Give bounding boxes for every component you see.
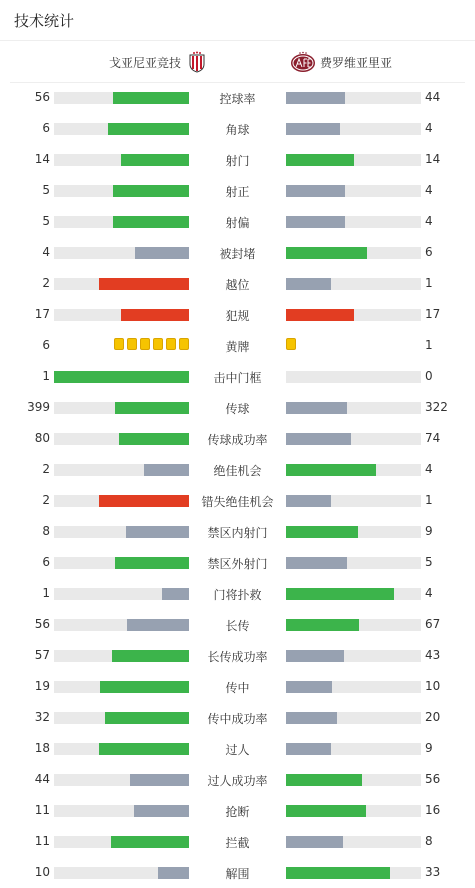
home-stat-value: 6 — [42, 555, 50, 569]
away-stat-bar-fill — [286, 774, 362, 786]
away-stat-bar-fill — [286, 154, 354, 166]
away-stat-bar — [286, 464, 421, 476]
stat-label: 被封堵 — [219, 247, 256, 261]
away-team-crest-icon — [290, 51, 316, 73]
stat-row — [0, 88, 475, 108]
home-stat-bar-fill — [121, 154, 189, 166]
stat-label: 角球 — [225, 123, 250, 137]
home-stat-value: 19 — [34, 679, 50, 693]
stat-row — [0, 243, 475, 263]
away-stat-bar — [286, 836, 421, 848]
stat-label: 过人成功率 — [207, 774, 268, 788]
away-stat-bar — [286, 774, 421, 786]
stat-row — [0, 708, 475, 728]
away-stat-bar-fill — [286, 185, 345, 197]
away-stat-bar-fill — [286, 650, 344, 662]
home-stat-bar-fill — [99, 278, 189, 290]
home-stat-bar — [54, 92, 189, 104]
away-stat-bar — [286, 247, 421, 259]
home-stat-value: 1 — [42, 586, 50, 600]
away-stat-bar — [286, 743, 421, 755]
stat-row — [0, 212, 475, 232]
away-stat-value: 0 — [425, 369, 433, 383]
yellow-card-icon — [114, 338, 124, 350]
home-stat-bar-fill — [108, 123, 189, 135]
stat-label: 控球率 — [219, 92, 256, 106]
stat-label: 越位 — [225, 278, 250, 292]
home-team[interactable] — [109, 51, 207, 73]
home-stat-bar — [54, 712, 189, 724]
away-stat-value: 20 — [425, 710, 441, 724]
home-stat-bar — [54, 557, 189, 569]
away-stat-bar — [286, 681, 421, 693]
stat-label: 射正 — [225, 185, 250, 199]
home-stat-bar — [54, 836, 189, 848]
away-stat-bar — [286, 309, 421, 321]
home-stat-bar-fill — [111, 836, 189, 848]
away-stat-bar — [286, 92, 421, 104]
stat-label: 拦截 — [225, 836, 250, 850]
home-stat-bar — [54, 123, 189, 135]
away-stat-value: 1 — [425, 276, 433, 290]
away-stat-value: 4 — [425, 121, 433, 135]
yellow-card-icon — [179, 338, 189, 350]
away-stat-bar-fill — [286, 247, 367, 259]
away-stat-value: 8 — [425, 834, 433, 848]
home-stat-value: 44 — [34, 772, 50, 786]
away-stat-bar — [286, 371, 421, 383]
home-stat-bar-fill — [113, 92, 189, 104]
stat-row — [0, 398, 475, 418]
away-stat-bar — [286, 712, 421, 724]
stat-row — [0, 739, 475, 759]
home-stat-bar — [54, 309, 189, 321]
away-stat-bar — [286, 185, 421, 197]
home-stat-bar-fill — [135, 247, 189, 259]
home-stat-value: 11 — [34, 803, 50, 817]
away-stat-value: 74 — [425, 431, 441, 445]
home-stat-bar — [54, 743, 189, 755]
away-stat-bar — [286, 216, 421, 228]
home-stat-value: 80 — [34, 431, 50, 445]
home-team-name: 戈亚尼亚竞技 — [108, 55, 181, 70]
stat-label: 传球成功率 — [207, 433, 268, 447]
away-yellow-cards — [286, 338, 296, 350]
away-stat-bar — [286, 805, 421, 817]
stat-row — [0, 460, 475, 480]
home-stat-bar-fill — [105, 712, 189, 724]
home-stat-value: 2 — [42, 276, 50, 290]
away-stat-value: 14 — [425, 152, 441, 166]
stat-label: 门将扑救 — [213, 588, 262, 602]
home-stat-bar-fill — [99, 495, 189, 507]
yellow-card-icon — [127, 338, 137, 350]
away-stat-bar-fill — [286, 619, 359, 631]
stat-row — [0, 119, 475, 139]
home-stat-bar-fill — [113, 216, 189, 228]
home-stat-bar — [54, 433, 189, 445]
home-stat-bar — [54, 681, 189, 693]
home-stat-value: 2 — [42, 493, 50, 507]
teams-header — [10, 41, 465, 83]
away-stat-value: 1 — [425, 493, 433, 507]
away-stat-bar — [286, 557, 421, 569]
home-stat-value: 10 — [34, 865, 50, 879]
home-stat-bar-fill — [130, 774, 189, 786]
away-stat-bar-fill — [286, 743, 331, 755]
stat-row — [0, 646, 475, 666]
home-stat-bar-fill — [115, 402, 189, 414]
home-stat-value: 399 — [27, 400, 50, 414]
stat-row — [0, 801, 475, 821]
away-stat-value: 16 — [425, 803, 441, 817]
home-stat-bar — [54, 588, 189, 600]
away-stat-value: 322 — [425, 400, 448, 414]
away-stat-bar-fill — [286, 433, 351, 445]
stat-label: 长传成功率 — [207, 650, 268, 664]
home-stat-value: 8 — [42, 524, 50, 538]
stat-label: 传中成功率 — [207, 712, 268, 726]
stat-label: 绝佳机会 — [213, 464, 262, 478]
home-stat-value: 6 — [42, 121, 50, 135]
away-stat-bar-fill — [286, 681, 332, 693]
home-stat-bar-fill — [162, 588, 189, 600]
stat-row — [0, 553, 475, 573]
home-stat-bar — [54, 805, 189, 817]
stat-label: 犯规 — [225, 309, 250, 323]
stat-label: 黄牌 — [225, 340, 250, 354]
home-stat-value: 6 — [42, 338, 50, 352]
yellow-card-icon — [153, 338, 163, 350]
home-stat-value: 57 — [34, 648, 50, 662]
away-stat-bar-fill — [286, 712, 337, 724]
away-stat-value: 1 — [425, 338, 433, 352]
home-stat-value: 2 — [42, 462, 50, 476]
page-title: 技术统计 — [14, 12, 75, 30]
away-stat-bar — [286, 154, 421, 166]
away-stat-value: 10 — [425, 679, 441, 693]
away-stat-bar-fill — [286, 123, 340, 135]
home-stat-bar-fill — [100, 681, 189, 693]
away-stat-value: 4 — [425, 462, 433, 476]
home-team-crest-icon — [187, 51, 207, 73]
away-stat-bar-fill — [286, 495, 331, 507]
home-stat-bar-fill — [119, 433, 189, 445]
home-stat-bar-fill — [54, 371, 189, 383]
away-stat-value: 56 — [425, 772, 441, 786]
home-stat-value: 1 — [42, 369, 50, 383]
away-stat-bar-fill — [286, 278, 331, 290]
away-stat-value: 44 — [425, 90, 441, 104]
home-stat-bar — [54, 154, 189, 166]
stat-label: 射偏 — [225, 216, 250, 230]
home-stat-bar — [54, 867, 189, 879]
stat-label: 传球 — [225, 402, 250, 416]
away-stat-value: 33 — [425, 865, 441, 879]
home-stat-bar — [54, 216, 189, 228]
home-stat-bar — [54, 402, 189, 414]
away-stat-bar — [286, 619, 421, 631]
home-stat-bar — [54, 247, 189, 259]
home-stat-bar-fill — [112, 650, 189, 662]
stat-label: 击中门框 — [213, 371, 262, 385]
home-stat-bar-fill — [126, 526, 189, 538]
stat-label: 传中 — [225, 681, 250, 695]
home-stat-value: 5 — [42, 214, 50, 228]
home-stat-bar — [54, 185, 189, 197]
home-stat-bar-fill — [158, 867, 189, 879]
home-stat-value: 18 — [34, 741, 50, 755]
away-stat-value: 4 — [425, 214, 433, 228]
home-stat-bar-fill — [127, 619, 189, 631]
stat-row — [0, 367, 475, 387]
home-stat-bar — [54, 464, 189, 476]
away-stat-value: 17 — [425, 307, 441, 321]
stat-label: 禁区外射门 — [207, 557, 268, 571]
away-stat-value: 6 — [425, 245, 433, 259]
yellow-card-icon — [140, 338, 150, 350]
away-stat-bar-fill — [286, 867, 390, 879]
home-yellow-cards — [114, 338, 189, 350]
home-stat-bar — [54, 774, 189, 786]
stat-label: 射门 — [225, 154, 250, 168]
away-stat-bar-fill — [286, 557, 347, 569]
stat-row — [0, 615, 475, 635]
home-stat-bar-fill — [144, 464, 189, 476]
home-stat-value: 56 — [34, 617, 50, 631]
home-stat-value: 32 — [34, 710, 50, 724]
stat-row — [0, 863, 475, 883]
stat-row — [0, 429, 475, 449]
away-stat-value: 67 — [425, 617, 441, 631]
home-stat-bar-fill — [121, 309, 189, 321]
home-stat-bar — [54, 619, 189, 631]
home-stat-bar-fill — [113, 185, 189, 197]
away-stat-value: 4 — [425, 586, 433, 600]
away-stat-bar-fill — [286, 92, 345, 104]
home-stat-bar — [54, 650, 189, 662]
away-stat-value: 5 — [425, 555, 433, 569]
away-stat-bar — [286, 526, 421, 538]
page-header — [0, 0, 475, 41]
stat-row — [0, 336, 475, 356]
stat-label: 长传 — [225, 619, 250, 633]
home-stat-value: 4 — [42, 245, 50, 259]
away-stat-bar-fill — [286, 464, 376, 476]
away-stat-bar — [286, 495, 421, 507]
home-stat-value: 5 — [42, 183, 50, 197]
away-stat-bar — [286, 650, 421, 662]
stat-row — [0, 305, 475, 325]
away-stat-bar-fill — [286, 836, 343, 848]
yellow-card-icon — [166, 338, 176, 350]
home-stat-bar — [54, 526, 189, 538]
stat-row — [0, 491, 475, 511]
home-stat-bar-fill — [115, 557, 189, 569]
stat-row — [0, 832, 475, 852]
away-team-name: 费罗维亚里亚 — [320, 55, 393, 70]
home-stat-bar-fill — [134, 805, 189, 817]
away-stat-value: 9 — [425, 741, 433, 755]
away-team[interactable] — [290, 51, 392, 73]
away-stat-bar — [286, 278, 421, 290]
home-stat-value: 11 — [34, 834, 50, 848]
away-stat-bar — [286, 123, 421, 135]
home-stat-value: 14 — [34, 152, 50, 166]
stat-row — [0, 677, 475, 697]
stat-label: 禁区内射门 — [207, 526, 268, 540]
home-stat-value: 17 — [34, 307, 50, 321]
stat-label: 错失绝佳机会 — [201, 495, 274, 509]
stat-row — [0, 584, 475, 604]
stat-label: 解围 — [225, 867, 250, 881]
stat-row — [0, 274, 475, 294]
away-stat-bar — [286, 867, 421, 879]
away-stat-bar — [286, 433, 421, 445]
stat-row — [0, 770, 475, 790]
home-stat-bar — [54, 278, 189, 290]
away-stat-bar-fill — [286, 402, 347, 414]
stat-label: 过人 — [225, 743, 250, 757]
away-stat-value: 9 — [425, 524, 433, 538]
home-stat-bar — [54, 495, 189, 507]
stat-label: 抢断 — [225, 805, 250, 819]
home-stat-bar — [54, 371, 189, 383]
away-stat-bar-fill — [286, 216, 345, 228]
away-stat-bar — [286, 402, 421, 414]
away-stat-bar — [286, 588, 421, 600]
away-stat-value: 4 — [425, 183, 433, 197]
home-stat-bar-fill — [99, 743, 189, 755]
stat-row — [0, 181, 475, 201]
away-stat-bar-fill — [286, 526, 358, 538]
stat-row — [0, 150, 475, 170]
away-stat-bar-fill — [286, 309, 354, 321]
stat-row — [0, 522, 475, 542]
home-stat-value: 56 — [34, 90, 50, 104]
away-stat-value: 43 — [425, 648, 441, 662]
away-stat-bar-fill — [286, 588, 394, 600]
yellow-card-icon — [286, 338, 296, 350]
away-stat-bar-fill — [286, 805, 366, 817]
